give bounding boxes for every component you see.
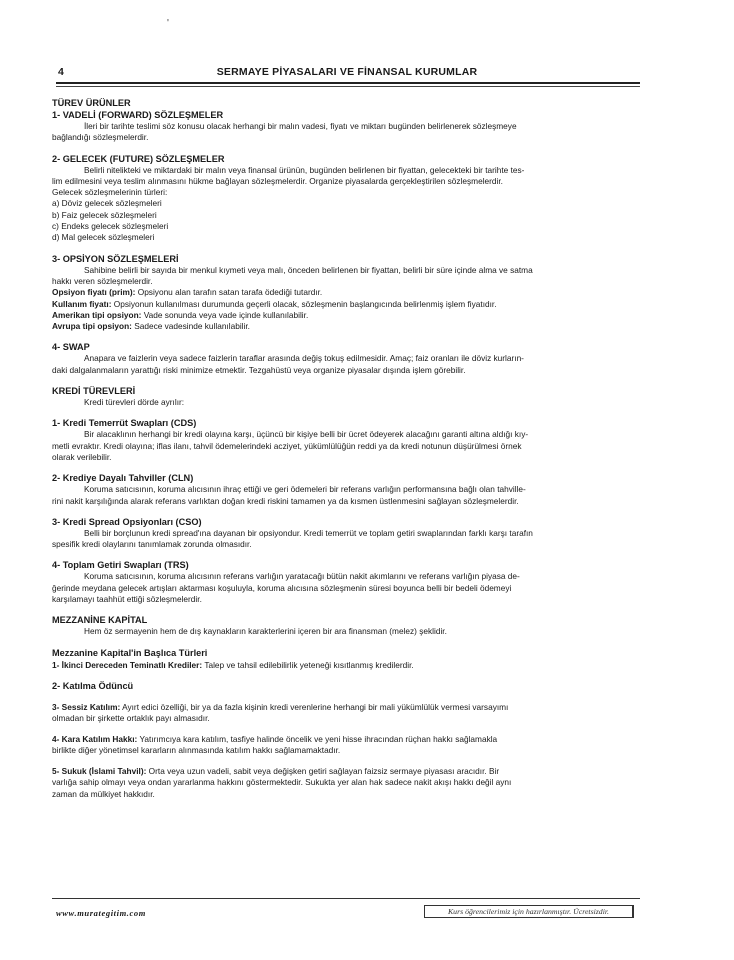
definition-text: Opsiyonun kullanılması durumunda geçerli olacak, sözleşmenin başlangıcında belirlenmiş işlem fiyatıdır.: [111, 298, 497, 309]
paragraph-line: spesifik kredi olaylarını tanımlamak zorunda olmasıdır.: [52, 539, 252, 550]
heading-gelecek: 2- GELECEK (FUTURE) SÖZLEŞMELER: [52, 153, 225, 164]
paragraph-line: rini nakit karşılığında alarak referans varlıktan doğan kredi riskini tamamen ya da kısmen üstlenmesini sağlayan sözleşmelerdir.: [52, 495, 519, 506]
definition-line: [52, 310, 630, 321]
stray-mark: ': [167, 18, 169, 29]
section-heading-kredi: KREDİ TÜREVLERİ: [52, 386, 136, 397]
page-content: [52, 97, 630, 800]
item-label: 3- Sessiz Katılım:: [52, 701, 121, 712]
paragraph-line: olarak verilebilir.: [52, 451, 112, 462]
item-text: Yatırımcıya kara katılım, tasfiye halinde öncelik ve yeni hisse ihracından rüçhan hakkı sağlamakla: [137, 733, 498, 744]
mezzanine-item-2: 2- Katılma Ödüncü: [52, 680, 134, 691]
sub-heading-mezzanine-types: Mezzanine Kapital'in Başlıca Türleri: [52, 647, 208, 658]
definition-text: Opsiyonu alan tarafın satan tarafa ödediği tutardır.: [135, 287, 323, 298]
list-item: d) Mal gelecek sözleşmeleri: [52, 232, 155, 243]
paragraph-line: hakkı veren sözleşmelerdir.: [52, 275, 153, 286]
mezzanine-item-1: [52, 659, 630, 671]
footer-website: www.murategitim.com: [56, 908, 146, 918]
heading-trs: 4- Toplam Getiri Swapları (TRS): [52, 560, 189, 571]
item-label: 5- Sukuk (İslami Tahvil):: [52, 766, 147, 777]
heading-cso: 3- Kredi Spread Opsiyonları (CSO): [52, 516, 202, 527]
list-item: b) Faiz gelecek sözleşmeleri: [52, 209, 157, 220]
paragraph-line: Belirli nitelikteki ve miktardaki bir malın veya finansal ürünün, bugünden belirlenen bir fiyattan, gelecekteki bir tarihte tes-: [84, 164, 525, 175]
paragraph-line: birlikte diğer yönetimsel kararların alınmasında katılım hakkı sağlamamaktadır.: [52, 744, 341, 755]
paragraph-line: Koruma satıcısının, koruma alıcısının ihraç ettiği ve geri ödemeleri bir referans varlığın performansına bağlı olan tahville-: [84, 484, 526, 495]
definition-line: [52, 299, 630, 310]
definition-text: Vade sonunda veya vade içinde kullanılabilir.: [141, 309, 309, 320]
mezzanine-item-5: [52, 765, 630, 777]
list-item: a) Döviz gelecek sözleşmeleri: [52, 198, 162, 209]
definition-text: Sadece vadesinde kullanılabilir.: [131, 321, 250, 332]
running-title: SERMAYE PİYASALARI VE FİNANSAL KURUMLAR: [216, 66, 478, 78]
item-text: Talep ve tahsil edilebilirlik yeteneği kısıtlanmış kredilerdir.: [202, 659, 414, 670]
paragraph-line: İleri bir tarihte teslimi söz konusu olacak herhangi bir malın vadesi, fiyatı ve miktarı bugünden belirlenerek sözleşmeye: [84, 121, 517, 131]
paragraph-line: metli evraktır. Kredi olayına; iflas ilanı, tahvil ödemelerindeki acziyet, yükümlülüğün reddi ya da kredi notunun düşürülmesi örnek: [52, 440, 522, 451]
paragraph-line: Belli bir borçlunun kredi spread'ına dayanan bir opsiyondur. Kredi temerrüt ve toplam getiri swaplarından farklı karşı tarafın: [84, 527, 533, 538]
paragraph-line: Koruma satıcısının, koruma alıcısının referans varlığın yaratacağı bütün nakit akımlarını ve referans varlığın piyasa de-: [84, 571, 520, 582]
header-rule-thick: [56, 82, 640, 84]
list-item: c) Endeks gelecek sözleşmeleri: [52, 221, 169, 232]
heading-cds: 1- Kredi Temerrüt Swapları (CDS): [52, 418, 197, 429]
definition-term: Amerikan tipi opsiyon:: [52, 309, 142, 320]
paragraph-line: Bir alacaklının herhangi bir kredi olayına karşı, üçüncü bir kişiye belli bir ücret ödeyerek alacağını garanti altına aldığı kıy-: [84, 429, 529, 440]
heading-vadeli: 1- VADELİ (FORWARD) SÖZLEŞMELER: [52, 110, 224, 120]
page-header: [56, 66, 638, 82]
paragraph-line: Sahibine belirli bir sayıda bir menkul kıymeti veya malı, önceden belirlenen bir fiyattan, belirli bir süre içinde alma ve satma: [84, 264, 533, 275]
section-heading-turev: TÜREV ÜRÜNLER: [52, 98, 131, 108]
heading-swap: 4- SWAP: [52, 342, 90, 353]
definition-line: [52, 321, 630, 332]
paragraph-line: bağlandığı sözleşmelerdir.: [52, 132, 149, 143]
definition-line: [52, 287, 630, 298]
definition-term: Avrupa tipi opsiyon:: [52, 321, 132, 332]
paragraph-line: Anapara ve faizlerin veya sadece faizlerin taraflar arasında değiş tokuş edilmesidir. Amaç; faiz oranları ile döviz kurların-: [84, 353, 524, 364]
paragraph-line: karşılamayı taahhüt ettiği sözleşmelerdir.: [52, 594, 202, 605]
paragraph-line: ğerinde meydana gelecek artışları aktarması koşuluyla, koruma alıcısına sözleşmenin süresi boyunca belli bir bedeli ödemeyi: [52, 582, 512, 593]
paragraph-line: daki dalgalanmaların yarattığı riski minimize etmektir. Tezgahüstü veya organize piyasalar dışında işlem görebilir.: [52, 364, 466, 375]
paragraph-line: Kredi türevleri dörde ayrılır:: [84, 397, 185, 408]
item-label: 1- İkinci Dereceden Teminatlı Krediler:: [52, 659, 203, 670]
paragraph-line: olmadan bir şirkette ortaklık payı almasıdır.: [52, 712, 210, 723]
item-text: Orta veya uzun vadeli, sabit veya değişken getiri sağlayan faizsiz sermaye piyasası aracıdır. Bir: [146, 766, 500, 777]
header-rule-thin: [56, 86, 640, 87]
list-intro: Gelecek sözleşmelerinin türleri:: [52, 187, 168, 198]
footer-rule: [52, 898, 640, 899]
item-label: 4- Kara Katılım Hakkı:: [52, 733, 138, 744]
definition-term: Opsiyon fiyatı (prim):: [52, 287, 136, 298]
heading-opsiyon: 3- OPSİYON SÖZLEŞMELERİ: [52, 253, 179, 264]
paragraph-line: Hem öz sermayenin hem de dış kaynakların karakterlerini içeren bir ara finansman (melez) şeklidir.: [84, 626, 447, 637]
paragraph-line: zaman da mülkiyet hakkıdır.: [52, 788, 155, 799]
section-heading-mezzanine: MEZZANİNE KAPİTAL: [52, 615, 148, 626]
mezzanine-item-3: [52, 701, 630, 713]
item-text: Ayırt edici özelliği, bir ya da fazla kişinin kredi verenlerine herhangi bir mali yükümlülük vermesi varsayımı: [120, 701, 509, 712]
heading-cln: 2- Krediye Dayalı Tahviller (CLN): [52, 473, 194, 484]
page-number: 4: [58, 66, 64, 78]
mezzanine-item-4: [52, 733, 630, 745]
paragraph-line: varlığa sahip olmayı veya ondan yararlanma hakkını göstermektedir. Sukukta yer alan hak sadece nakit akışı hakkı değil aynı: [52, 777, 512, 788]
definition-term: Kullanım fiyatı:: [52, 298, 112, 309]
footer-notice: Kurs öğrencilerimiz için hazırlanmıştır. Ücretsizdir.: [424, 905, 634, 918]
paragraph-line: lim edilmesini veya teslim alınmasını hükme bağlayan sözleşmelerdir. Organize piyasalarda gerçekleştirilen sözleşmelerdir.: [52, 175, 503, 186]
